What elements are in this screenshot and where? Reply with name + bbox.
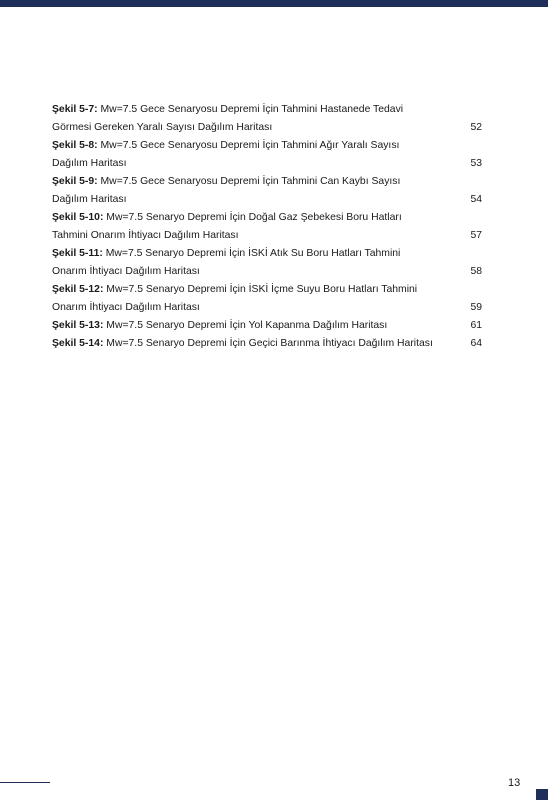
figure-title-line2: Görmesi Gereken Yaralı Sayısı Dağılım Haritası: [52, 122, 273, 133]
page-ref: 57: [470, 230, 482, 241]
page-ref: 54: [470, 194, 482, 205]
corner-accent-block: [536, 789, 548, 800]
figure-label: Şekil 5-9:: [52, 176, 98, 187]
figure-title-line2: Tahmini Onarım İhtiyacı Dağılım Haritası: [52, 230, 239, 241]
toc-entry[interactable]: [52, 209, 482, 245]
page-ref: 64: [470, 338, 482, 349]
page-ref: 52: [470, 122, 482, 133]
figure-title-line2: Onarım İhtiyacı Dağılım Haritası: [52, 266, 200, 277]
figure-title-line1: Mw=7.5 Gece Senaryosu Depremi İçin Tahmini Ağır Yaralı Sayısı: [100, 140, 400, 151]
figure-title-line1: Mw=7.5 Senaryo Depremi İçin Geçici Barınma İhtiyacı Dağılım Haritası: [106, 338, 433, 349]
figure-label: Şekil 5-10:: [52, 212, 104, 223]
figure-label: Şekil 5-13:: [52, 320, 104, 331]
figure-label: Şekil 5-12:: [52, 284, 104, 295]
figure-title-line2: Dağılım Haritası: [52, 158, 127, 169]
figure-label: Şekil 5-7:: [52, 104, 98, 115]
figure-label: Şekil 5-14:: [52, 338, 104, 349]
page-ref: 53: [470, 158, 482, 169]
figure-title-line2: Dağılım Haritası: [52, 194, 127, 205]
page-ref: 59: [470, 302, 482, 313]
toc-entry[interactable]: [52, 245, 482, 281]
page-ref: 61: [470, 320, 482, 331]
figure-title-line1: Mw=7.5 Senaryo Depremi İçin İSKİ Atık Su Boru Hatları Tahmini: [105, 248, 401, 259]
figure-label: Şekil 5-11:: [52, 248, 103, 259]
toc-entry[interactable]: [52, 281, 482, 317]
footer-rule: [0, 782, 50, 783]
figure-title-line1: Mw=7.5 Gece Senaryosu Depremi İçin Tahmini Can Kaybı Sayısı: [100, 176, 401, 187]
toc-entry[interactable]: [52, 317, 482, 335]
page-ref: 58: [470, 266, 482, 277]
figure-title-line1: Mw=7.5 Senaryo Depremi İçin Yol Kapanma Dağılım Haritası: [106, 320, 388, 331]
toc-entry[interactable]: [52, 335, 482, 353]
toc-entry[interactable]: [52, 137, 482, 173]
toc-entry[interactable]: [52, 173, 482, 209]
figure-title-line1: Mw=7.5 Gece Senaryosu Depremi İçin Tahmini Hastanede Tedavi: [100, 104, 404, 115]
table-of-figures: [52, 101, 482, 353]
page-number: 13: [508, 777, 521, 789]
figure-label: Şekil 5-8:: [52, 140, 98, 151]
toc-entry[interactable]: [52, 101, 482, 137]
figure-title-line1: Mw=7.5 Senaryo Depremi İçin İSKİ İçme Suyu Boru Hatları Tahmini: [106, 284, 418, 295]
figure-title-line2: Onarım İhtiyacı Dağılım Haritası: [52, 302, 200, 313]
top-accent-band: [0, 0, 548, 7]
figure-title-line1: Mw=7.5 Senaryo Depremi İçin Doğal Gaz Şebekesi Boru Hatları: [106, 212, 402, 223]
